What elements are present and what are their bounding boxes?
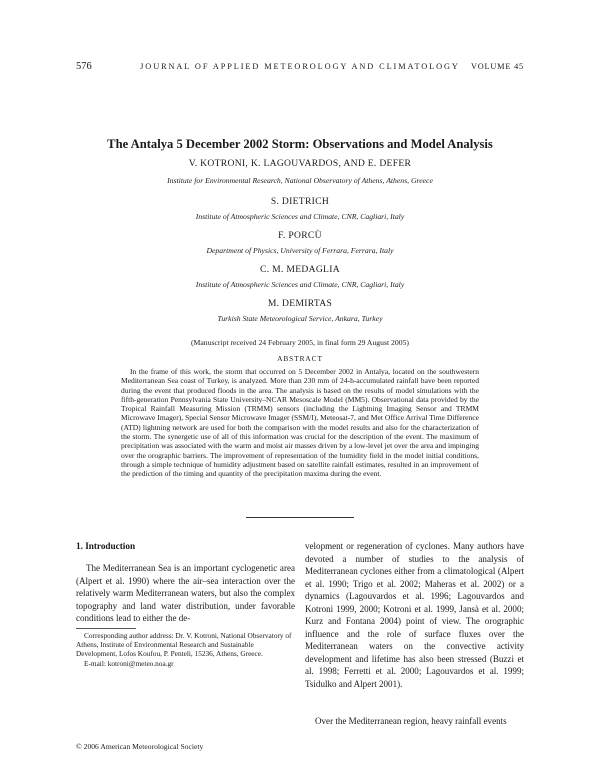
page-number: 576 xyxy=(76,61,92,72)
author-line-5: M. DEMIRTAS xyxy=(267,298,333,309)
abstract-divider xyxy=(246,517,354,518)
corresponding-author-address: Corresponding author address: Dr. V. Kotroni, National Observatory of Athens, Institute of Environmental Research and Sustainable Development, Lofos Koufou, P. Penteli, 15236, Athens, Greece. xyxy=(76,631,292,659)
intro-paragraph-col2: velopment or regeneration of cyclones. Many authors have devoted a number of studies to the analysis of Mediterranean cyclones either from a climatological (Alpert et al. 1990; Trigo et al. 2002; Maheras et al. 2002) or a dynamics (Lagouvardos et al. 1996; Lagouvardos and Kotroni 1999, 2000; Kotroni et al. 1999, Jansà et al. 2000; Kurz and Fontana 2004) point of view. The orographic influence and the role of surface fluxes over the Mediterranean waters on the convective activity development and lifetime has also been stressed (Buzzi et al. 1998; Ferretti et al. 2000; Lagouvardos et al. 1999; Tsidulko and Alpert 2001). xyxy=(305,541,524,689)
author-line-3: F. PORCÙ xyxy=(278,230,322,241)
affiliation-2: Institute of Atmospheric Sciences and Climate, CNR, Cagliari, Italy xyxy=(195,212,405,221)
footnote-divider xyxy=(76,628,136,629)
journal-running-head: JOURNAL OF APPLIED METEOROLOGY AND CLIMATOLOGY xyxy=(140,62,460,71)
abstract-text: In the frame of this work, the storm that occurred on 5 December 2002 in Antalya, located on the southwestern Mediterranean Sea coast of Turkey, is analyzed. More than 230 mm of 24-h-accumulated rainfall have been reported during the event that produced floods in the area. The analysis is based on the results of model simulations with the fifth-generation Pennsylvania State University–NCAR Mesoscale Model (MM5). Observational data provided by the Tropical Rainfall Measuring Mission (TRMM) sensors (including the Lightning Imaging Sensor and TRMM Microwave Imager), Special Sensor Microwave Imager (SSM/I), Meteosat-7, and Met Office Arrival Time Difference (ATD) lightning network are used for both the comparison with the model results and also for the characterization of the storm. The synergetic use of all of this information was crucial for the description of the event. The maximum of precipitation was associated with the warm and moist air masses driven by a low-level jet over the area and impinging over the orographic barriers. The improvement of representation of the humidity field in the model initial conditions, through a simple technique of humidity adjustment based on satellite rainfall estimates, resulted in an improvement of the prediction of the timing and quantity of the precipitation maxima during the event. xyxy=(121,367,479,479)
paper-title: The Antalya 5 December 2002 Storm: Observations and Model Analysis xyxy=(107,137,493,151)
manuscript-dates: (Manuscript received 24 February 2005, in final form 29 August 2005) xyxy=(191,338,409,347)
section-heading: 1. Introduction xyxy=(76,541,136,551)
intro-paragraph-col1: The Mediterranean Sea is an important cyclogenetic area (Alpert et al. 1990) where the air–sea interaction over the relatively warm Mediterranean waters, but also the complex topography and land water distribution, under favorable conditions lead to either the de- xyxy=(76,563,295,623)
affiliation-3: Department of Physics, University of Ferrara, Ferrara, Italy xyxy=(206,246,394,255)
abstract-heading: ABSTRACT xyxy=(277,354,323,363)
author-line-4: C. M. MEDAGLIA xyxy=(260,264,340,275)
affiliation-1: Institute for Environmental Research, National Observatory of Athens, Athens, Greece xyxy=(167,176,433,185)
corresponding-author-email: E-mail: kotroni@meteo.noa.gr xyxy=(84,658,174,668)
intro-paragraph-col2-next: Over the Mediterranean region, heavy rainfall events xyxy=(315,716,507,726)
author-line-1: V. KOTRONI, K. LAGOUVARDOS, AND E. DEFER xyxy=(188,158,412,169)
author-line-2: S. DIETRICH xyxy=(270,196,330,207)
copyright-notice: © 2006 American Meteorological Society xyxy=(76,742,204,751)
footnote xyxy=(76,631,295,668)
volume-label: VOLUME 45 xyxy=(470,62,524,71)
affiliation-4: Institute of Atmospheric Sciences and Climate, CNR, Cagliari, Italy xyxy=(195,280,405,289)
affiliation-5: Turkish State Meteorological Service, Ankara, Turkey xyxy=(217,314,383,323)
